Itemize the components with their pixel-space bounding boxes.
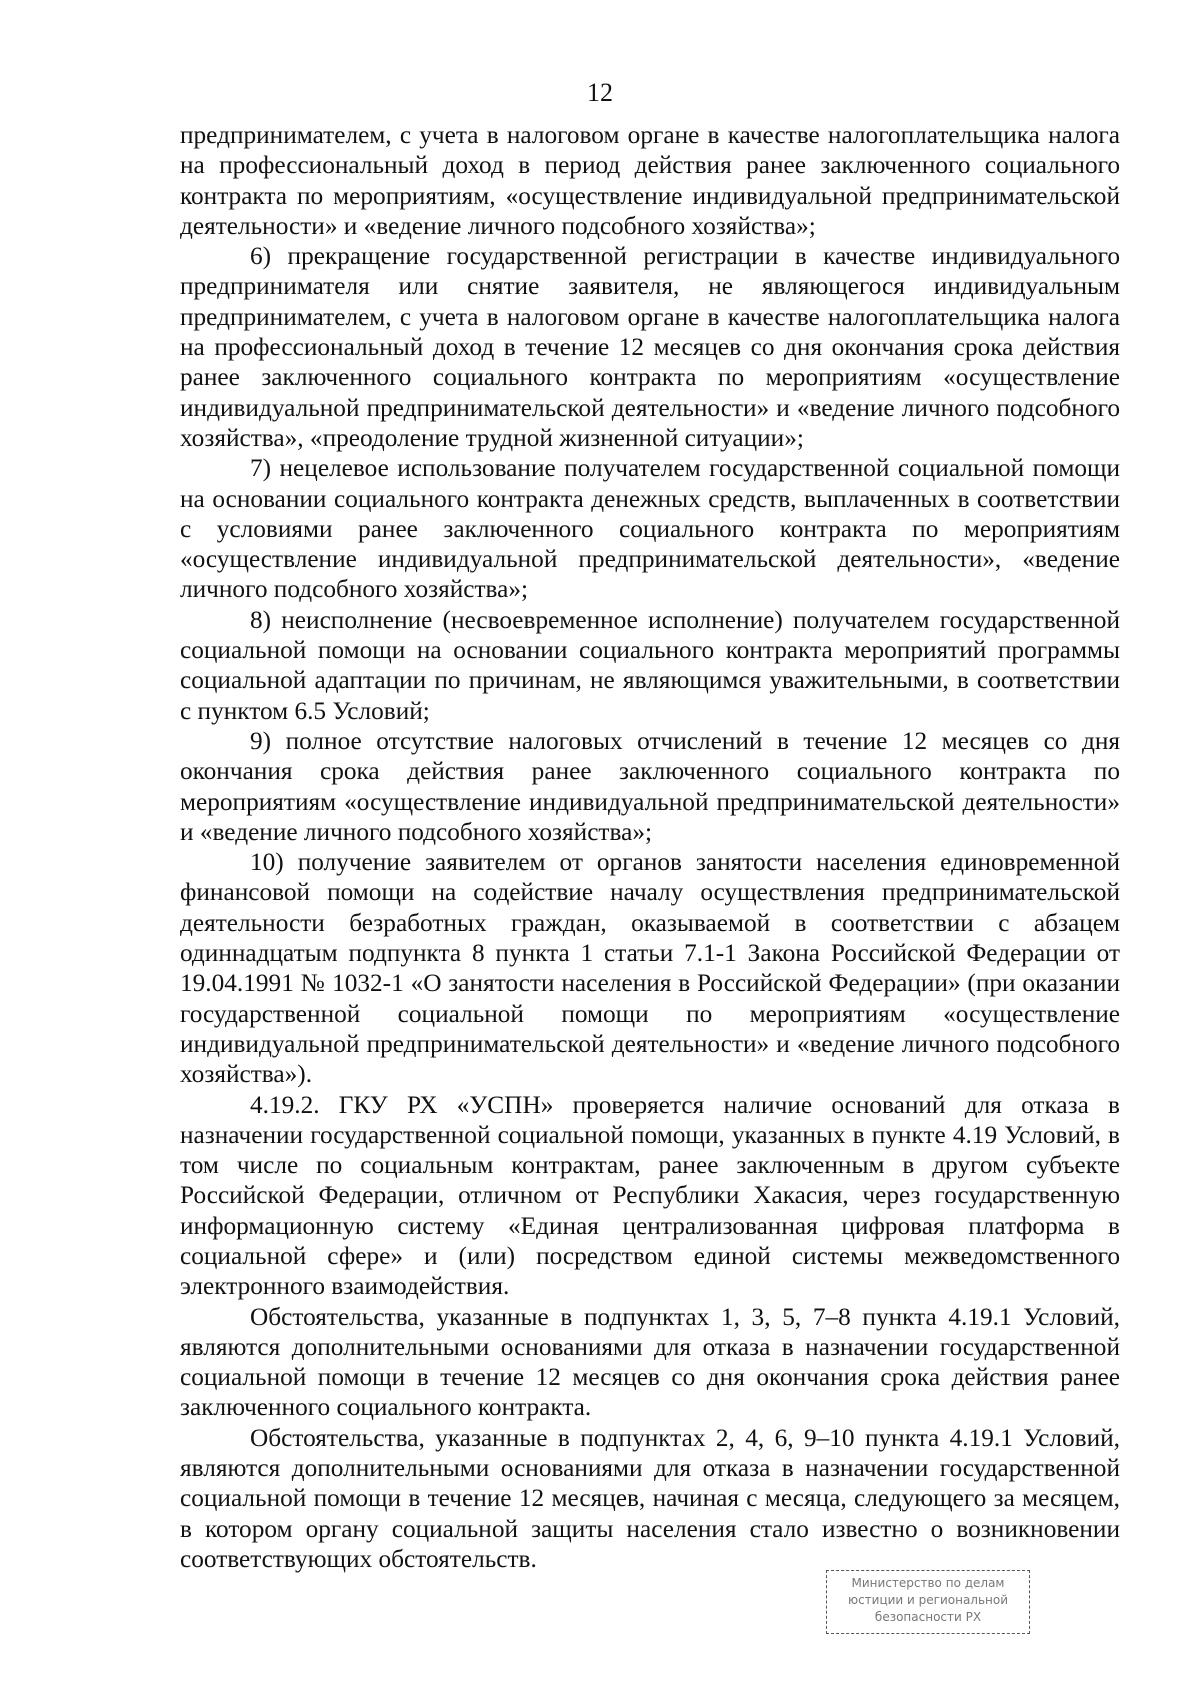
document-body [180, 120, 1120, 1574]
ministry-stamp [826, 1570, 1030, 1634]
paragraph-circumstances-2: Обстоятельства, указанные в подпунктах 2, 4, 6, 9–10 пункта 4.19.1 Условий, являются дополнительными основаниями для отказа в назначении государственной социальной помощи в течение 12 месяцев, начиная с месяца, следующего за месяцем, в котором органу социальной защиты населения стало известно о возникновении соответствующих обстоятельств. [180, 1423, 1120, 1573]
paragraph-4-19-2: 4.19.2. ГКУ РХ «УСПН» проверяется наличие оснований для отказа в назначении государственной социальной помощи, указанных в пункте 4.19 Условий, в том числе по социальным контрактам, ранее заключенным в другом субъекте Российской Федерации, отличном от Республики Хакасия, через государственную информационную систему «Единая централизованная цифровая платформа в социальной сфере» и (или) посредством единой системы межведомственного электронного взаимодействия. [180, 1090, 1120, 1301]
paragraph-item-6: 6) прекращение государственной регистрации в качестве индивидуального предпринимателя или снятие заявителя, не являющегося индивидуальным предпринимателем, с учета в налоговом органе в качестве налогоплательщика налога на профессиональный доход в течение 12 месяцев со дня окончания срока действия ранее заключенного социального контракта по мероприятиям «осуществление индивидуальной предпринимательской деятельности» и «ведение личного подсобного хозяйства», «преодоление трудной жизненной ситуации»; [180, 242, 1120, 452]
stamp-line-3: безопасности РХ [874, 1610, 982, 1624]
stamp-line-2: юстиции и региональной [847, 1593, 1009, 1607]
paragraph-circumstances-1: Обстоятельства, указанные в подпунктах 1, 3, 5, 7–8 пункта 4.19.1 Условий, являются дополнительными основаниями для отказа в назначении государственной социальной помощи в течение 12 месяцев со дня окончания срока действия ранее заключенного социального контракта. [180, 1302, 1120, 1422]
paragraph-item-10: 10) получение заявителем от органов занятости населения единовременной финансовой помощи на содействие началу осуществления предпринимательской деятельности безработных граждан, оказываемой в соответствии с абзацем одиннадцатым подпункта 8 пункта 1 статьи 7.1-1 Закона Российской Федерации от 19.04.1991 № 1032-1 «О занятости населения в Российской Федерации» (при оказании государственной социальной помощи по мероприятиям «осуществление индивидуальной предпринимательской деятельности» и «ведение личного подсобного хозяйства»). [180, 848, 1120, 1089]
paragraph-continuation: предпринимателем, с учета в налоговом органе в качестве налогоплательщика налога на профессиональный доход в период действия ранее заключенного социального контракта по мероприятиям, «осуществление индивидуальной предпринимательской деятельности» и «ведение личного подсобного хозяйства»; [180, 121, 1120, 240]
paragraph-item-7: 7) нецелевое использование получателем государственной социальной помощи на основании социального контракта денежных средств, выплаченных в соответствии с условиями ранее заключенного социального контракта по мероприятиям «осуществление индивидуальной предпринимательской деятельности», «ведение личного подсобного хозяйства»; [180, 454, 1120, 604]
page-number: 12 [587, 78, 613, 107]
paragraph-item-9: 9) полное отсутствие налоговых отчислений в течение 12 месяцев со дня окончания срока действия ранее заключенного социального контракта по мероприятиям «осуществление индивидуальной предпринимательской деятельности» и «ведение личного подсобного хозяйства»; [180, 726, 1120, 846]
paragraph-item-8: 8) неисполнение (несвоевременное исполнение) получателем государственной социальной помощи на основании социального контракта мероприятий программы социальной адаптации по причинам, не являющимся уважительными, в соответствии с пунктом 6.5 Условий; [180, 605, 1120, 725]
stamp-line-1: Министерство по делам [851, 1576, 1005, 1590]
